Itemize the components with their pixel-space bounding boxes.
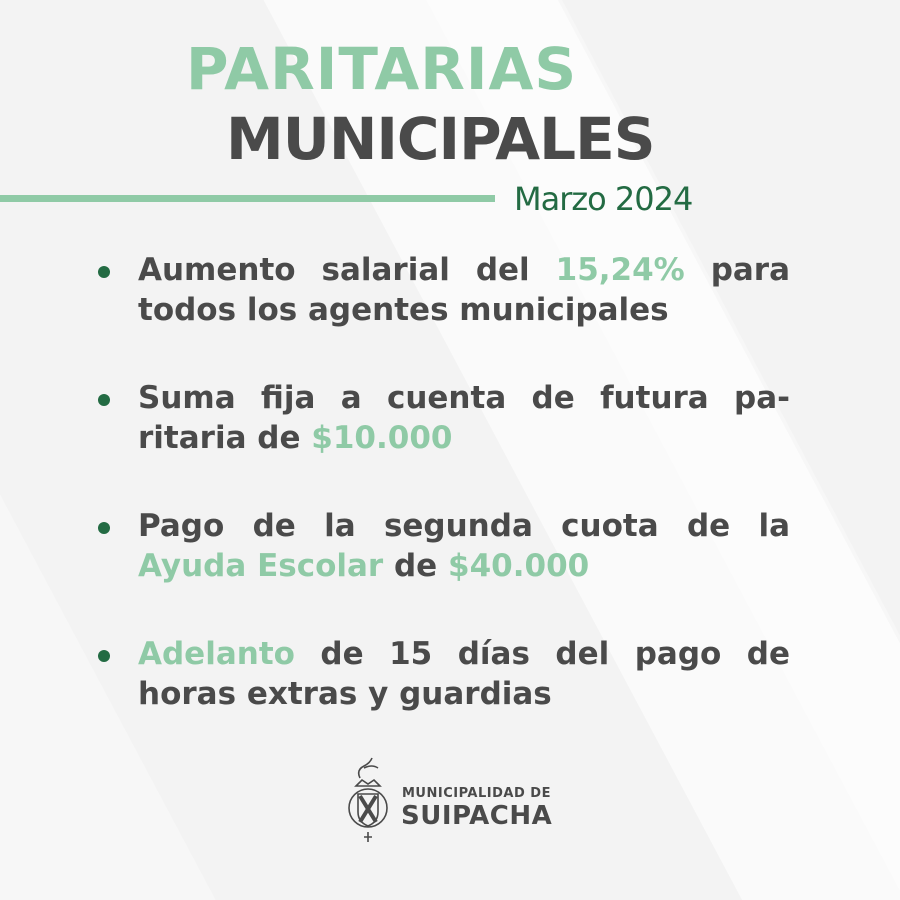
bullet-icon xyxy=(98,522,110,534)
bullet-icon xyxy=(98,650,110,662)
highlight-text: Adelanto xyxy=(138,636,295,672)
bullet-icon xyxy=(98,394,110,406)
announcement-item xyxy=(98,634,790,714)
title-line-1: PARITARIAS xyxy=(186,35,578,103)
body-text: de xyxy=(383,548,449,584)
org-name-line-1: MUNICIPALIDAD DE xyxy=(402,786,551,801)
announcement-text xyxy=(138,378,790,458)
highlight-text: Ayuda Escolar xyxy=(138,548,384,584)
title-line-2: MUNICIPALES xyxy=(226,105,655,173)
announcement-item xyxy=(98,378,790,458)
announcement-list xyxy=(98,250,790,762)
announcement-text xyxy=(138,250,790,330)
body-text: Aumento salarial del xyxy=(138,252,556,288)
coat-of-arms-icon xyxy=(340,756,396,848)
bullet-icon xyxy=(98,266,110,278)
body-text: para todos los agentes municipales xyxy=(138,252,791,328)
date-label: Marzo 2024 xyxy=(514,180,693,218)
announcement-item xyxy=(98,250,790,330)
body-text: Pago de la segunda cuota de la xyxy=(138,508,790,544)
org-name-line-2: SUIPACHA xyxy=(401,801,553,831)
announcement-item xyxy=(98,506,790,586)
title-underline xyxy=(0,195,495,202)
highlight-text: 15,24% xyxy=(555,252,685,288)
highlight-text: $40.000 xyxy=(448,548,590,584)
body-text: Suma fija a cuenta de futura pa-ritaria de xyxy=(138,380,790,456)
highlight-text: $10.000 xyxy=(311,420,453,456)
announcement-text xyxy=(138,634,790,714)
body-text: de 15 días del pago de horas extras y guardias xyxy=(138,636,790,712)
announcement-text xyxy=(138,506,790,586)
municipality-logo xyxy=(340,756,580,852)
